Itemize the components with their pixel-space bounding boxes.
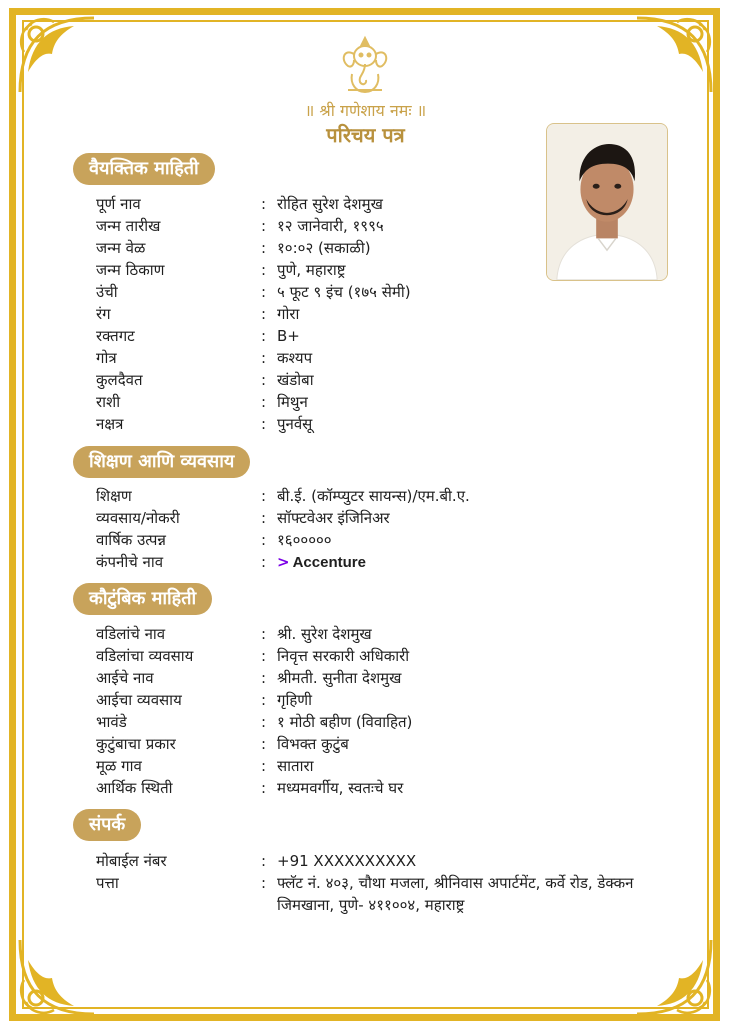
section-header-education: शिक्षण आणि व्यवसाय [73, 446, 250, 478]
contact-info-list [0, 850, 731, 916]
separator: : [261, 305, 267, 323]
field-label: वार्षिक उत्पन्न [96, 531, 166, 549]
field-value: कश्यप [277, 349, 313, 367]
list-item [0, 325, 731, 347]
field-value: निवृत्त सरकारी अधिकारी [277, 647, 410, 665]
corner-ornament-icon [627, 930, 717, 1020]
field-label: कंपनीचे नाव [96, 553, 164, 571]
corner-ornament-icon [14, 12, 104, 102]
separator: : [261, 625, 267, 643]
field-label: शिक्षण [96, 487, 132, 505]
field-value: विभक्त कुटुंब [277, 735, 349, 753]
list-item [0, 872, 731, 916]
field-label: जन्म ठिकाण [96, 261, 165, 279]
field-value: मिथुन [277, 393, 308, 411]
field-value: +91 XXXXXXXXXX [277, 852, 417, 870]
field-value: १ मोठी बहीण (विवाहित) [277, 713, 413, 731]
section-header-family: कौटुंबिक माहिती [73, 583, 212, 615]
field-label: वडिलांचे नाव [96, 625, 166, 643]
company-name: Accenture [292, 554, 366, 571]
field-value: ५ फूट ९ इंच (१७५ सेमी) [277, 283, 411, 301]
field-value: सातारा [277, 757, 314, 775]
list-item [0, 303, 731, 325]
field-label: आईचा व्यवसाय [96, 691, 182, 709]
list-item [0, 413, 731, 435]
section-header-contact: संपर्क [73, 809, 141, 841]
list-item [0, 215, 731, 237]
list-item [0, 551, 731, 573]
list-item [0, 485, 731, 507]
field-label: रंग [96, 305, 111, 323]
field-value: १६००००० [277, 531, 332, 549]
field-label: राशी [96, 393, 121, 411]
field-value: पुनर्वसू [277, 415, 313, 433]
field-label: नक्षत्र [96, 415, 124, 433]
field-value: १०:०२ (सकाळी) [277, 239, 371, 257]
list-item [0, 259, 731, 281]
field-value: मध्यमवर्गीय, स्वतःचे घर [277, 779, 404, 797]
field-value: खंडोबा [277, 371, 314, 389]
field-value: बी.ई. (कॉम्प्युटर सायन्स)/एम.बी.ए. [277, 487, 470, 505]
separator: : [261, 735, 267, 753]
field-label: उंची [96, 283, 118, 301]
separator: : [261, 327, 267, 345]
field-label: कुलदैवत [96, 371, 143, 389]
corner-ornament-icon [627, 12, 717, 102]
field-value: फ्लॅट नं. ४०३, चौथा मजला, श्रीनिवास अपार्टमेंट, कर्वे रोड, डेक्कन जिमखाना, पुणे- ४११००४, महाराष्ट्र [277, 874, 634, 914]
separator: : [261, 371, 267, 389]
personal-info-list [0, 193, 731, 435]
field-label: मोबाईल नंबर [96, 852, 167, 870]
corner-ornament-icon [14, 930, 104, 1020]
separator: : [261, 531, 267, 549]
list-item [0, 529, 731, 551]
list-item [0, 391, 731, 413]
field-label: व्यवसाय/नोकरी [96, 509, 180, 527]
list-item [0, 237, 731, 259]
separator: : [261, 757, 267, 775]
list-item [0, 507, 731, 529]
list-item [0, 193, 731, 215]
field-label: भावंडे [96, 713, 127, 731]
separator: : [261, 349, 267, 367]
separator: : [261, 553, 267, 571]
separator: : [261, 669, 267, 687]
separator: : [261, 779, 267, 797]
field-label: पत्ता [96, 874, 119, 892]
field-label: वडिलांचा व्यवसाय [96, 647, 194, 665]
field-value: गोरा [277, 305, 300, 323]
field-value: गृहिणी [277, 691, 313, 709]
list-item [0, 369, 731, 391]
list-item [0, 347, 731, 369]
education-info-list [0, 485, 731, 573]
family-info-list [0, 623, 731, 799]
page-title: परिचय पत्र [326, 123, 405, 147]
list-item [0, 645, 731, 667]
field-label: कुटुंबाचा प्रकार [96, 735, 176, 753]
field-label: जन्म वेळ [96, 239, 146, 257]
separator: : [261, 647, 267, 665]
separator: : [261, 713, 267, 731]
list-item [0, 667, 731, 689]
separator: : [261, 195, 267, 213]
list-item [0, 755, 731, 777]
separator: : [261, 874, 267, 892]
field-label: गोत्र [96, 349, 117, 367]
field-label: पूर्ण नाव [96, 195, 141, 213]
mantra-text: ॥ श्री गणेशाय नमः ॥ [304, 101, 427, 120]
list-item [0, 711, 731, 733]
field-value: B+ [277, 327, 300, 345]
separator: : [261, 415, 267, 433]
separator: : [261, 283, 267, 301]
field-label: आईचे नाव [96, 669, 154, 687]
separator: : [261, 393, 267, 411]
separator: : [261, 217, 267, 235]
list-item [0, 850, 731, 872]
field-value: १२ जानेवारी, १९९५ [277, 217, 384, 235]
ganesha-icon [336, 34, 394, 96]
field-value: श्रीमती. सुनीता देशमुख [277, 669, 402, 687]
field-label: मूळ गाव [96, 757, 142, 775]
section-header-personal: वैयक्तिक माहिती [73, 153, 215, 185]
field-value: पुणे, महाराष्ट्र [277, 261, 346, 279]
list-item [0, 623, 731, 645]
separator: : [261, 691, 267, 709]
separator: : [261, 239, 267, 257]
field-value: रोहित सुरेश देशमुख [277, 195, 383, 213]
separator: : [261, 487, 267, 505]
list-item [0, 777, 731, 799]
field-value [277, 551, 366, 574]
field-label: आर्थिक स्थिती [96, 779, 173, 797]
accenture-logo-icon: > [277, 553, 290, 571]
field-value: सॉफ्टवेअर इंजिनिअर [277, 509, 390, 527]
separator: : [261, 852, 267, 870]
field-label: जन्म तारीख [96, 217, 161, 235]
field-value: श्री. सुरेश देशमुख [277, 625, 372, 643]
separator: : [261, 509, 267, 527]
list-item [0, 689, 731, 711]
separator: : [261, 261, 267, 279]
list-item [0, 733, 731, 755]
list-item [0, 281, 731, 303]
field-label: रक्तगट [96, 327, 135, 345]
